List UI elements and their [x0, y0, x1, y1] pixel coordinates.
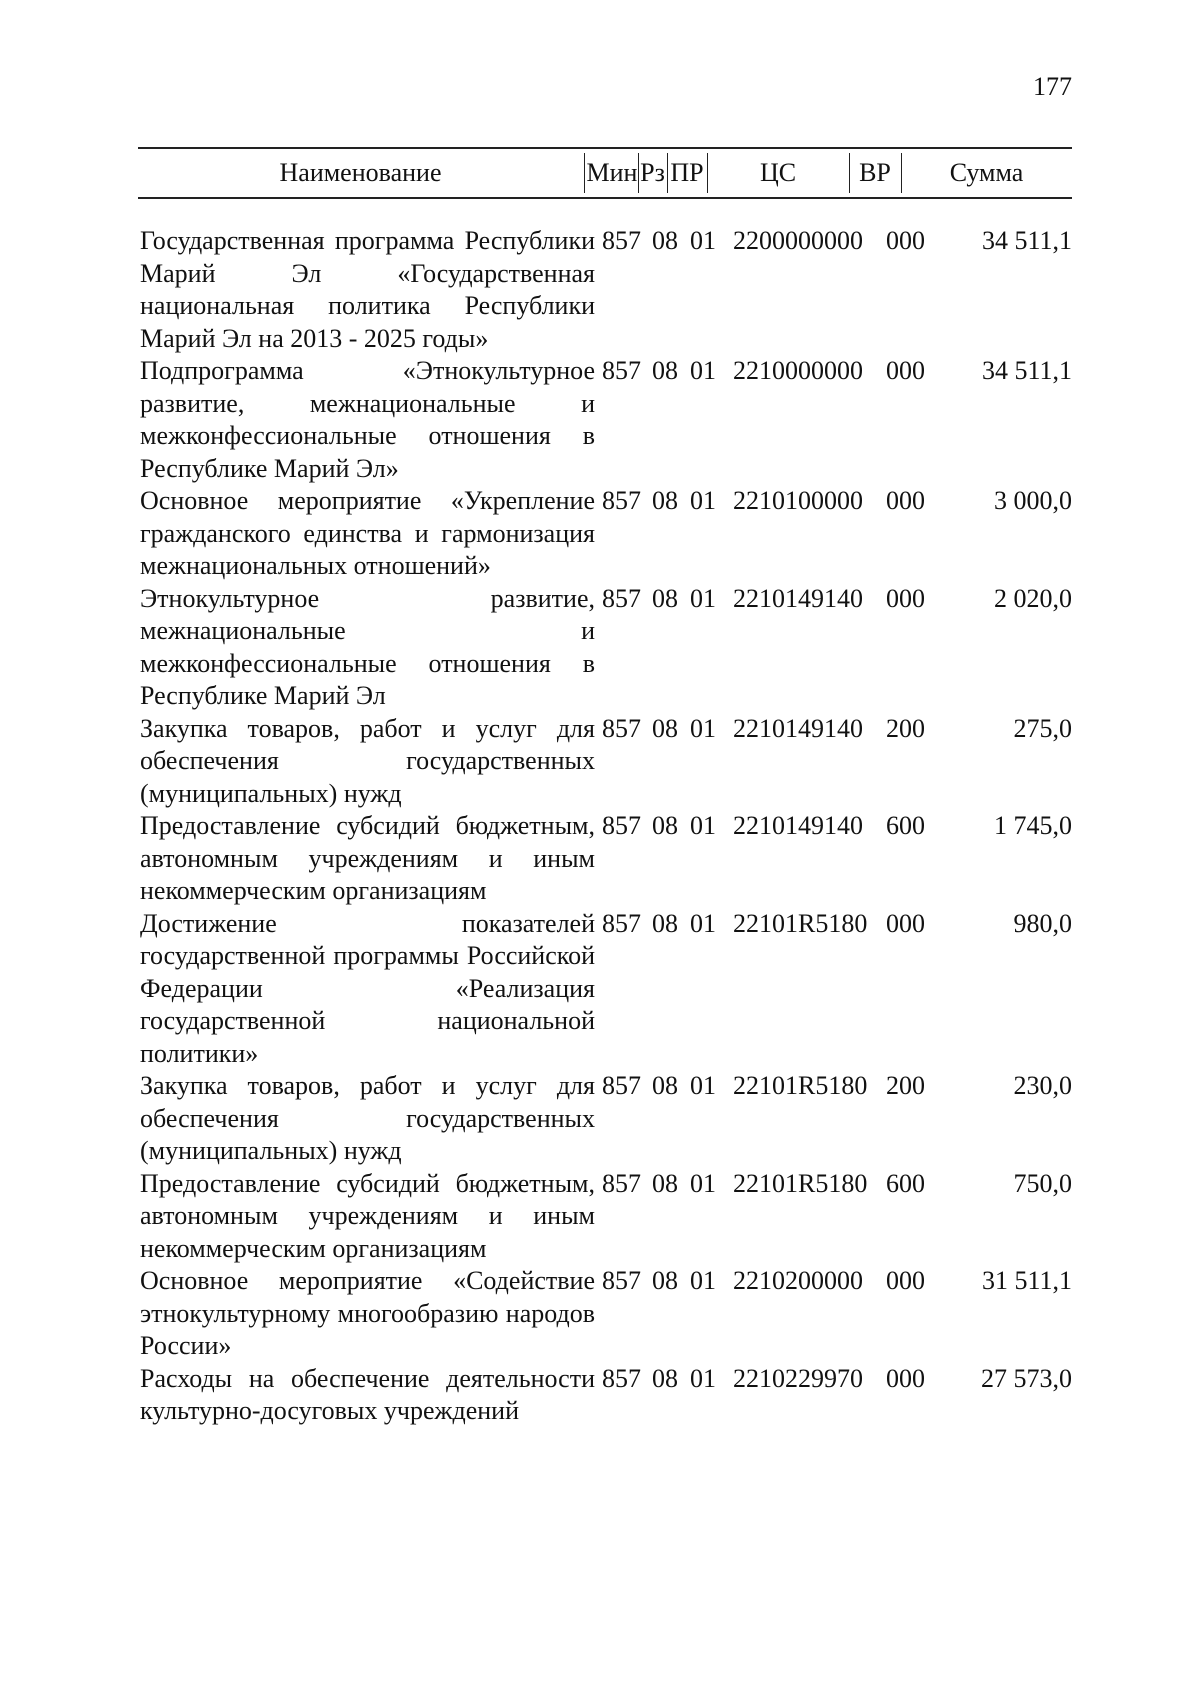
row-rz: 08 [652, 713, 678, 743]
header-cs: ЦС [759, 158, 797, 187]
row-cs: 2210149140 [733, 583, 863, 613]
row-pr: 01 [690, 583, 716, 613]
row-pr: 01 [690, 1363, 716, 1393]
row-cs: 2210149140 [733, 811, 863, 840]
row-name: Основное мероприятие «Содействие этнокультурному многообразию народов России» [140, 1266, 595, 1360]
row-name: Расходы на обеспечение деятельности культурно-досуговых учреждений [140, 1363, 595, 1425]
table-row [0, 1265, 1200, 1363]
table-row [0, 485, 1200, 583]
table-row [0, 355, 1200, 485]
row-pr: 01 [690, 1168, 716, 1198]
row-vr: 200 [886, 1071, 925, 1100]
row-min: 857 [602, 486, 641, 515]
row-name: Этнокультурное развитие, межнациональные и межконфессиональные отношения в Республике Марий Эл [140, 583, 595, 710]
table-row [0, 225, 1200, 355]
header-vr: ВР [859, 158, 891, 187]
row-cs: 22101R5180 [733, 1071, 868, 1100]
row-vr: 000 [886, 486, 925, 515]
row-cs: 2210149140 [733, 713, 863, 743]
row-name: Основное мероприятие «Укрепление гражданского единства и гармонизация межнациональных отношений» [140, 486, 595, 580]
row-sum: 2 020,0 [994, 583, 1072, 613]
row-pr: 01 [690, 811, 716, 840]
row-sum: 750,0 [1013, 1168, 1072, 1198]
table-body [0, 225, 1200, 1428]
row-rz: 08 [652, 583, 678, 613]
row-name: Достижение показателей государственной программы Российской Федерации «Реализация государственной национальной политики» [140, 908, 595, 1068]
row-vr: 000 [886, 226, 925, 255]
row-vr: 000 [886, 908, 925, 938]
row-cs: 22101R5180 [733, 1168, 868, 1198]
row-cs: 2200000000 [733, 226, 863, 255]
row-min: 857 [602, 713, 641, 743]
row-min: 857 [602, 811, 641, 840]
row-min: 857 [602, 1363, 641, 1393]
row-rz: 08 [652, 1071, 678, 1100]
row-sum: 1 745,0 [994, 811, 1072, 840]
row-rz: 08 [652, 1168, 678, 1198]
table-row [0, 810, 1200, 908]
row-rz: 08 [652, 226, 678, 255]
row-name: Закупка товаров, работ и услуг для обеспечения государственных (муниципальных) нужд [140, 1071, 595, 1165]
row-rz: 08 [652, 908, 678, 938]
row-sum: 27 573,0 [981, 1363, 1072, 1393]
row-vr: 000 [886, 1266, 925, 1295]
row-min: 857 [602, 1266, 641, 1295]
table-row [0, 1363, 1200, 1428]
row-name: Предоставление субсидий бюджетным, автономным учреждениям и иным некоммерческим организациям [140, 811, 595, 905]
table-header [138, 147, 1072, 199]
row-min: 857 [602, 583, 641, 613]
row-vr: 000 [886, 1363, 925, 1393]
row-sum: 980,0 [1013, 908, 1072, 938]
row-vr: 000 [886, 583, 925, 613]
row-cs: 2210229970 [733, 1363, 863, 1393]
row-pr: 01 [690, 713, 716, 743]
row-name: Предоставление субсидий бюджетным, автономным учреждениям и иным некоммерческим организациям [140, 1168, 595, 1263]
row-cs: 22101R5180 [733, 908, 868, 938]
header-rz: Рз [640, 158, 665, 187]
row-name: Государственная программа Республики Марий Эл «Государственная национальная политика Республики Марий Эл на 2013 - 2025 годы» [140, 226, 595, 353]
table-row [0, 1168, 1200, 1266]
row-sum: 230,0 [1013, 1071, 1072, 1100]
row-cs: 2210000000 [733, 356, 863, 385]
row-sum: 275,0 [1013, 713, 1072, 743]
row-cs: 2210200000 [733, 1266, 863, 1295]
row-min: 857 [602, 1071, 641, 1100]
row-min: 857 [602, 356, 641, 385]
row-cs: 2210100000 [733, 486, 863, 515]
row-rz: 08 [652, 1266, 678, 1295]
table-row [0, 713, 1200, 811]
row-vr: 600 [886, 811, 925, 840]
row-rz: 08 [652, 811, 678, 840]
row-pr: 01 [690, 1266, 716, 1295]
header-pr: ПР [670, 158, 704, 187]
row-pr: 01 [690, 1071, 716, 1100]
row-min: 857 [602, 226, 641, 255]
row-name: Закупка товаров, работ и услуг для обеспечения государственных (муниципальных) нужд [140, 713, 595, 808]
header-min: Мин [586, 158, 638, 187]
page-number: 177 [1033, 72, 1072, 101]
row-pr: 01 [690, 908, 716, 938]
row-rz: 08 [652, 356, 678, 385]
row-pr: 01 [690, 486, 716, 515]
row-min: 857 [602, 1168, 641, 1198]
row-vr: 600 [886, 1168, 925, 1198]
table-row [0, 908, 1200, 1071]
table-row [0, 583, 1200, 713]
header-divider [584, 153, 585, 193]
row-vr: 200 [886, 713, 925, 743]
row-sum: 34 511,1 [981, 356, 1072, 385]
table-row [0, 1070, 1200, 1168]
row-sum: 34 511,1 [981, 226, 1072, 255]
row-pr: 01 [690, 356, 716, 385]
row-sum: 3 000,0 [994, 486, 1072, 515]
row-min: 857 [602, 908, 641, 938]
header-sum: Сумма [949, 158, 1024, 187]
row-sum: 31 511,1 [981, 1266, 1072, 1295]
header-name: Наименование [279, 158, 442, 187]
row-pr: 01 [690, 226, 716, 255]
row-vr: 000 [886, 356, 925, 385]
row-name: Подпрограмма «Этнокультурное развитие, межнациональные и межконфессиональные отношения в Республике Марий Эл» [140, 356, 595, 483]
row-rz: 08 [652, 1363, 678, 1393]
row-rz: 08 [652, 486, 678, 515]
